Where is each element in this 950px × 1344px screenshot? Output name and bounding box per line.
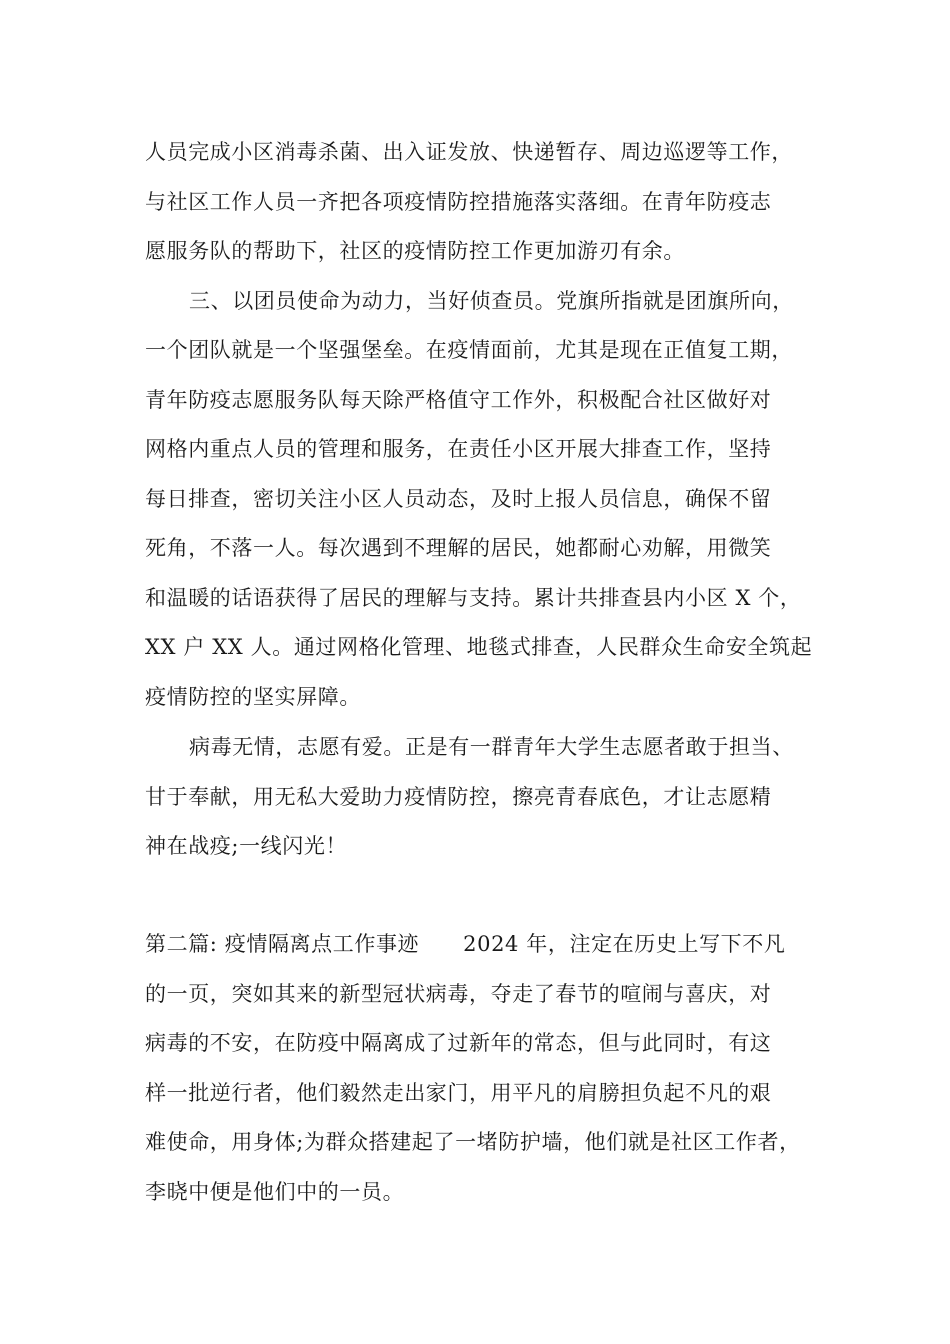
paragraph-4-line: 难使命，用身体;为群众搭建起了一堵防护墙，他们就是社区工作者，	[145, 1130, 801, 1154]
paragraph-2-line: XX 户 XX 人。通过网格化管理、地毯式排查，人民群众生命安全筑起	[145, 635, 813, 659]
paragraph-4-line: 病毒的不安，在防疫中隔离成了过新年的常态，但与此同时，有这	[145, 1031, 772, 1055]
paragraph-2-line: 疫情防控的坚实屏障。	[145, 684, 361, 709]
paragraph-1-line: 人员完成小区消毒杀菌、出入证发放、快递暂存、周边巡逻等工作，	[145, 140, 793, 164]
paragraph-4-line: 李晓中便是他们中的一员。	[145, 1179, 405, 1204]
body-text-section-3	[145, 920, 835, 1217]
paragraph-3-line: 病毒无情，志愿有爱。正是有一群青年大学生志愿者敢于担当、	[189, 735, 794, 759]
section-heading: 第二篇: 疫情隔离点工作事迹	[145, 932, 420, 956]
paragraph-2-line: 青年防疫志愿服务队每天除严格值守工作外，积极配合社区做好对	[145, 387, 772, 412]
paragraph-3-line: 神在战疫;一线闪光！	[145, 834, 348, 858]
body-text-section-2	[145, 723, 835, 872]
paragraph-2-line: 死角，不落一人。每次遇到不理解的居民，她都耐心劝解，用微笑	[145, 536, 772, 560]
body-text-section-1	[145, 128, 835, 722]
paragraph-3-line: 甘于奉献，用无私大爱助力疫情防控，擦亮青春底色，才让志愿精	[145, 784, 772, 809]
paragraph-4-line: 样一批逆行者，他们毅然走出家门，用平凡的肩膀担负起不凡的艰	[145, 1080, 772, 1105]
paragraph-2-line: 三、以团员使命为动力，当好侦查员。党旗所指就是团旗所向，	[189, 288, 794, 313]
paragraph-4-line: 的一页，突如其来的新型冠状病毒，夺走了春节的喧闹与喜庆，对	[145, 981, 772, 1006]
paragraph-1-line: 与社区工作人员一齐把各项疫情防控措施落实落细。在青年防疫志	[145, 189, 772, 214]
paragraph-2-line: 网格内重点人员的管理和服务，在责任小区开展大排查工作，坚持	[145, 437, 772, 461]
paragraph-2-line: 每日排查，密切关注小区人员动态，及时上报人员信息，确保不留	[145, 486, 772, 511]
paragraph-4-first-line	[145, 920, 835, 970]
paragraph-2-line: 和温暖的话语获得了居民的理解与支持。累计共排查县内小区 X 个，	[145, 585, 802, 610]
paragraph-2-line: 一个团队就是一个坚强堡垒。在疫情面前，尤其是现在正值复工期，	[145, 338, 793, 362]
paragraph-4-opening: 2024 年，注定在历史上写下不凡	[463, 932, 786, 956]
paragraph-1-line: 愿服务队的帮助下，社区的疫情防控工作更加游刃有余。	[145, 239, 685, 263]
